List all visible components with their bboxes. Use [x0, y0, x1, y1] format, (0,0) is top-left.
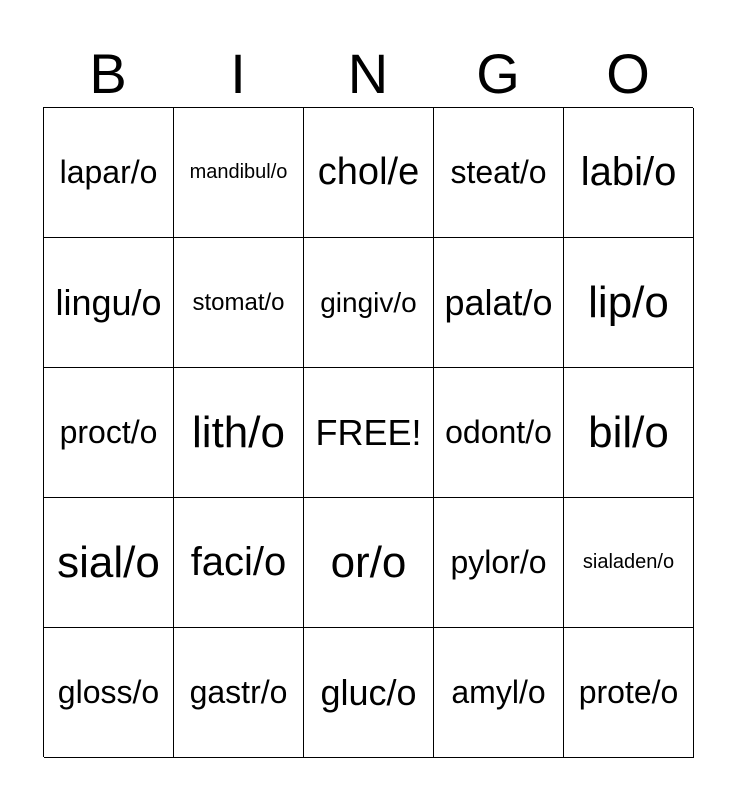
- bingo-cell[interactable]: sialaden/o: [564, 498, 694, 628]
- bingo-cell[interactable]: bil/o: [564, 368, 694, 498]
- bingo-cell[interactable]: steat/o: [434, 108, 564, 238]
- header-letter-b: B: [89, 42, 127, 105]
- header-letter-i: I: [230, 42, 246, 105]
- bingo-cell[interactable]: lingu/o: [44, 238, 174, 368]
- bingo-cell[interactable]: lith/o: [174, 368, 304, 498]
- bingo-cell[interactable]: odont/o: [434, 368, 564, 498]
- bingo-cell[interactable]: labi/o: [564, 108, 694, 238]
- header-letter-o: O: [606, 42, 650, 105]
- bingo-cell[interactable]: sial/o: [44, 498, 174, 628]
- header-letter-n: N: [347, 42, 389, 105]
- bingo-cell[interactable]: gastr/o: [174, 628, 304, 758]
- bingo-cell[interactable]: pylor/o: [434, 498, 564, 628]
- bingo-header: [43, 40, 693, 108]
- bingo-cell[interactable]: lip/o: [564, 238, 694, 368]
- bingo-cell[interactable]: or/o: [304, 498, 434, 628]
- bingo-cell[interactable]: gluc/o: [304, 628, 434, 758]
- bingo-cell[interactable]: prote/o: [564, 628, 694, 758]
- bingo-cell[interactable]: stomat/o: [174, 238, 304, 368]
- bingo-cell[interactable]: faci/o: [174, 498, 304, 628]
- bingo-board: [43, 107, 693, 757]
- bingo-cell[interactable]: gloss/o: [44, 628, 174, 758]
- bingo-cell[interactable]: palat/o: [434, 238, 564, 368]
- header-letter-g: G: [476, 42, 520, 105]
- bingo-cell[interactable]: amyl/o: [434, 628, 564, 758]
- free-space-cell[interactable]: FREE!: [304, 368, 434, 498]
- bingo-cell[interactable]: proct/o: [44, 368, 174, 498]
- bingo-cell[interactable]: lapar/o: [44, 108, 174, 238]
- bingo-cell[interactable]: chol/e: [304, 108, 434, 238]
- bingo-cell[interactable]: mandibul/o: [174, 108, 304, 238]
- bingo-cell[interactable]: gingiv/o: [304, 238, 434, 368]
